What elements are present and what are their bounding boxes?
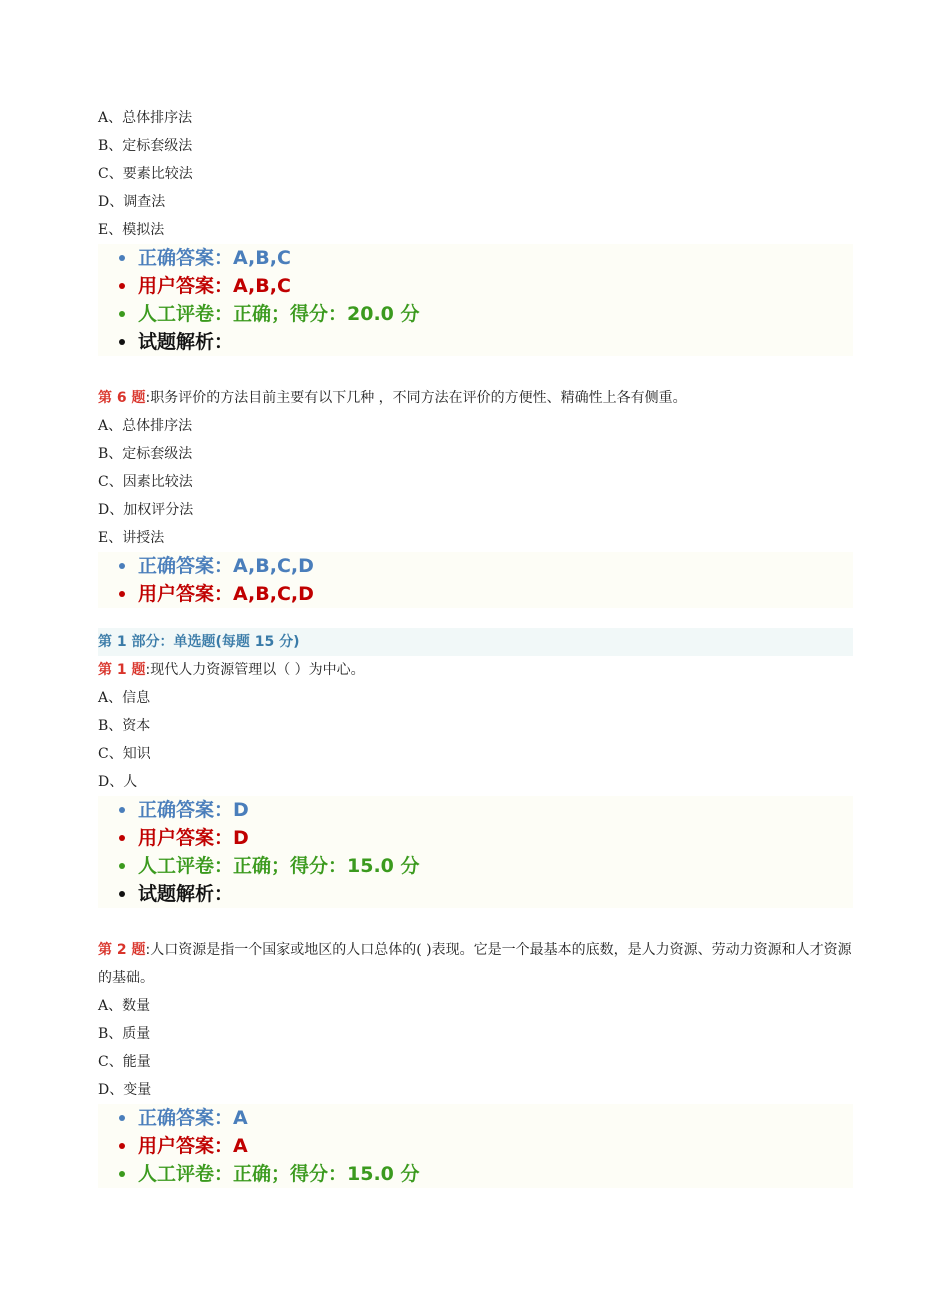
option-c: C、要素比较法: [98, 166, 193, 182]
option-e: E、讲授法: [98, 530, 165, 546]
bullet-icon: [119, 835, 125, 841]
question-6-options: [98, 412, 853, 552]
section-header: 第 1 部分：单选题(每题 15 分): [98, 628, 853, 656]
spacer: [98, 616, 853, 628]
bullet-icon: [119, 807, 125, 813]
question-number: 第 6 题: [98, 390, 146, 406]
bullet-icon: [119, 563, 125, 569]
spacer: [98, 908, 853, 936]
bullet-icon: [119, 591, 125, 597]
user-answer: 用户答案：A: [138, 1132, 853, 1160]
grading-result: 人工评卷：正确；得分：15.0 分: [138, 1160, 853, 1188]
option-d: D、加权评分法: [98, 502, 194, 518]
spacer: [98, 356, 853, 384]
answer-panel: [98, 796, 853, 908]
option-a: A、总体排序法: [98, 418, 193, 434]
option-d: D、人: [98, 774, 138, 790]
question-prev-options: [98, 104, 853, 244]
question-2-options: [98, 992, 853, 1104]
question-number: 第 1 题: [98, 662, 146, 678]
user-answer: 用户答案：D: [138, 824, 853, 852]
option-d: D、调查法: [98, 194, 166, 210]
answer-panel: [98, 1104, 853, 1188]
bullet-icon: [119, 1171, 125, 1177]
correct-answer: 正确答案：A,B,C: [138, 244, 853, 272]
option-a: A、数量: [98, 998, 151, 1014]
option-a: A、信息: [98, 690, 151, 706]
option-b: B、质量: [98, 1026, 151, 1042]
grading-result: 人工评卷：正确；得分：20.0 分: [138, 300, 853, 328]
bullet-icon: [119, 891, 125, 897]
user-answer: 用户答案：A,B,C,D: [138, 580, 853, 608]
option-e: E、模拟法: [98, 222, 165, 238]
question-number: 第 2 题: [98, 942, 146, 958]
correct-answer: 正确答案：D: [138, 796, 853, 824]
question-1-options: [98, 684, 853, 796]
option-c: C、因素比较法: [98, 474, 193, 490]
user-answer: 用户答案：A,B,C: [138, 272, 853, 300]
option-d: D、变量: [98, 1082, 152, 1098]
bullet-icon: [119, 339, 125, 345]
question-text: 职务评价的方法目前主要有以下几种 ，不同方法在评价的方便性、精确性上各有侧重。: [150, 390, 687, 406]
bullet-icon: [119, 283, 125, 289]
analysis-label: 试题解析：: [138, 328, 853, 356]
spacer: [98, 608, 853, 616]
bullet-icon: [119, 255, 125, 261]
option-b: B、定标套级法: [98, 446, 193, 462]
analysis-label: 试题解析：: [138, 880, 853, 908]
question-6-stem: 第 6 题:职务评价的方法目前主要有以下几种 ，不同方法在评价的方便性、精确性上各有侧重。: [98, 390, 687, 406]
answer-panel: [98, 244, 853, 356]
correct-answer: 正确答案：A: [138, 1104, 853, 1132]
bullet-icon: [119, 1143, 125, 1149]
question-text: 人口资源是指一个国家或地区的人口总体的( )表现。它是一个最基本的底数，是人力资源、劳动力资源和人才资源的基础。: [98, 942, 852, 986]
option-b: B、资本: [98, 718, 151, 734]
option-b: B、定标套级法: [98, 138, 193, 154]
question-1-stem: 第 1 题:现代人力资源管理以（ ）为中心。: [98, 662, 365, 678]
correct-answer: 正确答案：A,B,C,D: [138, 552, 853, 580]
question-2-stem: 第 2 题:人口资源是指一个国家或地区的人口总体的( )表现。它是一个最基本的底数，是人力资源、劳动力资源和人才资源的基础。: [98, 942, 852, 986]
option-c: C、能量: [98, 1054, 151, 1070]
option-c: C、知识: [98, 746, 151, 762]
bullet-icon: [119, 1115, 125, 1121]
answer-panel: [98, 552, 853, 608]
option-a: A、总体排序法: [98, 110, 193, 126]
question-text: 现代人力资源管理以（ ）为中心。: [150, 662, 365, 678]
bullet-icon: [119, 311, 125, 317]
exam-content: [98, 104, 853, 1188]
bullet-icon: [119, 863, 125, 869]
grading-result: 人工评卷：正确；得分：15.0 分: [138, 852, 853, 880]
